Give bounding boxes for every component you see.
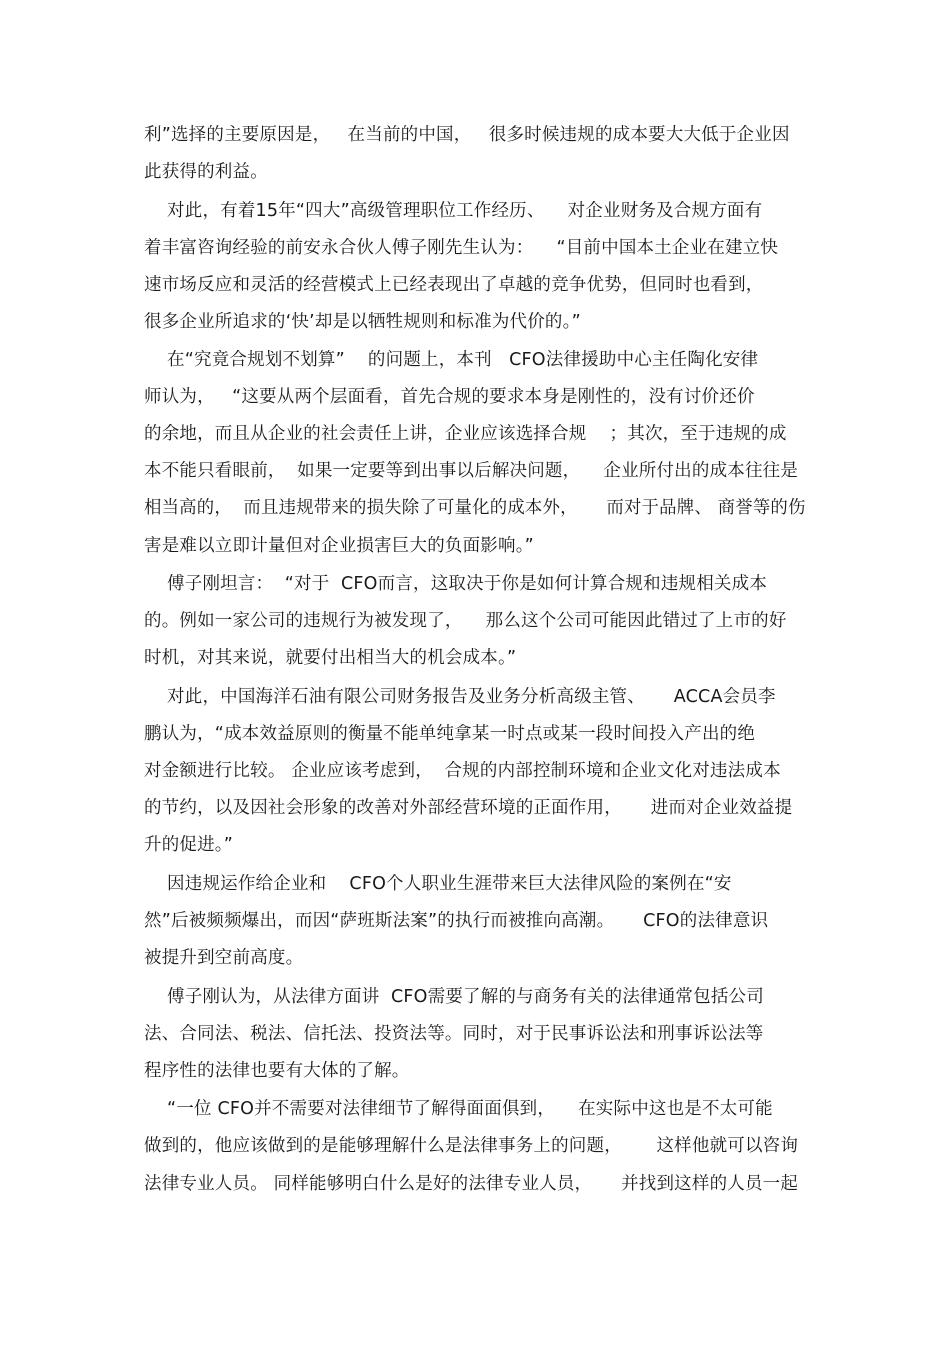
text-line: 升的促进。” [144,835,234,855]
text-line: 然”后被频频爆出，而因“萨班斯法案”的执行而被推向高潮。 CFO的法律意识 [144,911,769,931]
text-line: 的余地，而且从企业的社会责任上讲，企业应该选择合规 ；其次，至于违规的成 [144,424,787,444]
text-line: 对金额进行比较。 企业应该考虑到， 合规的内部控制环境和企业文化对违法成本 [144,761,781,781]
text-line: 很多企业所追求的‘快’却是以牺牲规则和标准为代价的。” [144,312,581,332]
text-line: 着丰富咨询经验的前安永合伙人傅子刚先生认为： “目前中国本土企业在建立快 [144,238,779,258]
text-line: 法、合同法、税法、信托法、投资法等。同时，对于民事诉讼法和刑事诉讼法等 [144,1024,764,1044]
text-line: 做到的，他应该做到的是能够理解什么是法律事务上的问题， 这样他就可以咨询 [144,1136,799,1156]
text-line: 速市场反应和灵活的经营模式上已经表现出了卓越的竞争优势，但同时也看到， [144,275,764,295]
text-line: 利”选择的主要原因是， 在当前的中国， 很多时候违规的成本要大大低于企业因 [144,125,790,145]
text-line: 师认为， “这要从两个层面看，首先合规的要求本身是刚性的，没有讨价还价 [144,387,755,407]
text-line: 对此，有着15年“四大”高级管理职位工作经历、 对企业财务及合规方面有 [144,201,763,221]
text-line: 法律专业人员。 同样能够明白什么是好的法律专业人员， 并找到这样的人员一起 [144,1174,799,1194]
text-line: 程序性的法律也要有大体的了解。 [144,1061,410,1081]
text-line: 在“究竟合规划不划算” 的问题上，本刊 CFO法律援助中心主任陶化安律 [144,350,759,370]
text-line: 害是难以立即计量但对企业损害巨大的负面影响。” [144,536,534,556]
text-line: 的节约，以及因社会形象的改善对外部经营环境的正面作用， 进而对企业效益提 [144,798,793,818]
text-line: “一位 CFO并不需要对法律细节了解得面面俱到， 在实际中这也是不太可能 [144,1099,773,1119]
text-line: 傅子刚认为，从法律方面讲 CFO需要了解的与商务有关的法律通常包括公司 [144,987,764,1007]
text-line: 相当高的， 而且违规带来的损失除了可量化的成本外， 而对于品牌、 商誉等的伤 [144,498,806,518]
text-line: 时机，对其来说，就要付出相当大的机会成本。” [144,648,517,668]
text-line: 因违规运作给企业和 CFO个人职业生涯带来巨大法律风险的案例在“安 [144,874,732,894]
text-line: 鹏认为，“成本效益原则的衡量不能单纯拿某一时点或某一段时间投入产出的绝 [144,724,756,744]
text-line: 的。例如一家公司的违规行为被发现了， 那么这个公司可能因此错过了上市的好 [144,611,787,631]
text-line: 此获得的利益。 [144,162,268,182]
text-line: 对此，中国海洋石油有限公司财务报告及业务分析高级主管、 ACCA会员李 [144,687,776,707]
text-line: 傅子刚坦言： “对于 CFO而言，这取决于你是如何计算合规和违规相关成本 [144,574,768,594]
text-line: 被提升到空前高度。 [144,948,304,968]
text-line: 本不能只看眼前， 如果一定要等到出事以后解决问题， 企业所付出的成本往往是 [144,461,799,481]
